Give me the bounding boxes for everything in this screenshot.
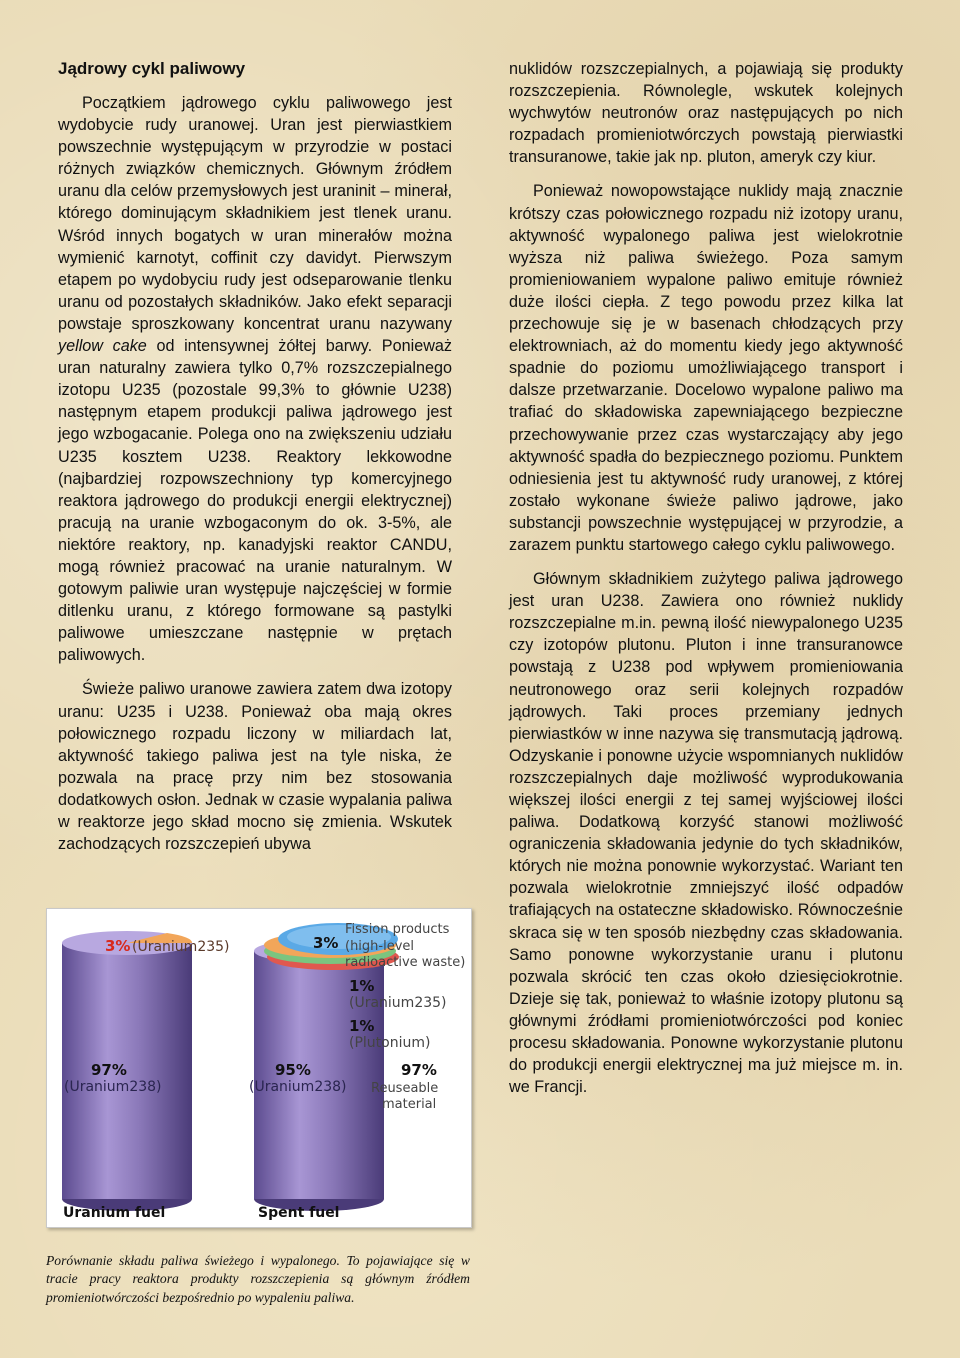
spent-fuel-label: Spent fuel <box>258 1205 340 1221</box>
fresh-cylinder-body <box>62 943 192 1199</box>
plutonium-name: (Plutonium) <box>349 1035 431 1051</box>
spent-u238-name: (Uranium238) <box>249 1079 347 1095</box>
fp-line1: Fission products <box>345 922 450 937</box>
u235-remaining-name: (Uranium235) <box>349 995 447 1011</box>
u235-remaining-pct: 1% <box>349 977 375 995</box>
fresh-u238-pct: 97% <box>91 1061 127 1079</box>
left-column <box>58 58 452 867</box>
uranium-fuel-label: Uranium fuel <box>63 1205 166 1221</box>
plutonium-pct: 1% <box>349 1017 375 1035</box>
spent-u238-pct: 95% <box>275 1061 311 1079</box>
fresh-u235-pct: 3% <box>105 937 131 955</box>
paragraph-continuation: nuklidów rozszczepialnych, a pojawiają się produkty rozszczepienia. Równolegle, wskutek kolejnych wychwytów neutronów oraz następujących po nich rozpadach promieniotwórczych powstają pierwiastki transuranowe, takie jak np. pluton, ameryk czy kiur. <box>509 60 903 167</box>
fresh-u238-name: (Uranium238) <box>64 1079 162 1095</box>
yellow-cake-term: yellow cake <box>58 337 147 356</box>
fuel-composition-diagram <box>47 909 471 1227</box>
fp-pct: 3% <box>313 934 339 952</box>
fuel-composition-figure <box>46 908 472 1228</box>
section-heading: Jądrowy cykl paliwowy <box>58 59 246 78</box>
paragraph-reprocessing: Głównym składnikiem zużytego paliwa jądrowego jest uran U238. Zawiera ono również nuklidy rozszczepialne m.in. pewną ilość niewypalonego U235 czy izotopów plutonu. Pluton i inne transuranowce powstają z U238 pod wpływem promieniowania neutronowego oraz serii kolejnych rozpadów jądrowych. Taki proces przemiany jednych pierwiastków w inne nazywa się transmutacją jądrową. Odzyskanie i ponowne użycie wspomnianych nuklidów rozszczepialnych daje możliwość wyprodukowania większej ilości energii z tej samej wyjściowej ilości paliwa. Dodatkową korzyść stanowi możliwość ograniczenia składowania jedynie do tych składników, których nie można ponownie wykorzystać. Wariant ten pozwala wielokrotnie zmniejszyć ilość odpadów trafiających na ostateczne składowisko. Równocześnie skraca się w ten sposób niezbędny czas składowania. Samo ponowne wykorzystanie uranu i plutonu pozwala skrócić ten czas około dziesięciokrotnie. Dzieje się tak, ponieważ to właśnie izotopy plutonu są głównymi źródłami promieniotwórczości pod koniec procesu składowania. Ponowne wykorzystanie plutonu do produkcji energii elektrycznej ma już miejsce m. in. we Francji. <box>509 570 903 1097</box>
paragraph-text: Początkiem jądrowego cyklu paliwowego jest wydobycie rudy uranowej. Uran jest pierwiastkiem powszechnie występującym w przyrodzie w postaci różnych związków chemicznych. Głównym źródłem uranu dla celów przemysłowych jest uraninit – minerał, którego dominującym składnikiem jest tlenek uranu. Wśród innych bogatych w uran minerałów można wymienić karnotyt, coffinit czy davidyt. Pierwszym etapem po wydobyciu rudy jest odseparowanie tlenku uranu od pozostałych składników. Jako efekt separacji powstaje sproszkowany koncentrat uranu nazywany <box>58 94 452 333</box>
reuse-pct: 97% <box>401 1061 437 1079</box>
paragraph-spent-fuel-activity: Ponieważ nowopowstające nuklidy mają znacznie krótszy czas połowicznego rozpadu niż izotopy uranu, aktywność wypalonego paliwa jest wielokrotnie wyższa niż paliwa świeżego. Poza samym promieniowaniem wypalone paliwo emituje również duże ilości ciepła. Z tego powodu przez kilka lat przechowuje się je w basenach chłodzących przy elektrowniach, aż do momentu kiedy jego aktywność spadnie do poziomu umożliwiającego transport i dalsze przetwarzanie. Docelowo wypalone paliwo ma trafiać do składowiska zapewniającego bezpieczne przechowywanie przez czas wystarczający aby jego aktywność spadła do bezpiecznego poziomu. Punktem odniesienia jest tu aktywność rudy uranowej, z której zostało wykonane świeże paliwo jądrowe, jako substancji powszechnie występującej w przyrodzie, a zarazem punktu startowego całego cyklu paliwowego. <box>509 182 903 554</box>
fp-line2: (high-level <box>345 939 415 954</box>
reuse-line2: material <box>382 1097 437 1112</box>
right-column <box>509 58 903 1110</box>
reuse-line1: Reuseable <box>371 1081 439 1096</box>
figure-caption: Porównanie składu paliwa świeżego i wypalonego. To pojawiające się w tracie pracy reaktora produkty rozszczepienia są głównym źródłem promieniotwórczości bezpośrednio po wypaleniu paliwa. <box>46 1252 470 1305</box>
paragraph-fresh-fuel: Świeże paliwo uranowe zawiera zatem dwa izotopy uranu: U235 i U238. Ponieważ oba mają okres połowicznego rozpadu liczony w miliardach lat, aktywność takiego paliwa jest na tyle niska, że pozwala na pracę przy nim bez stosowania dodatkowych osłon. Jednak w czasie wypalania paliwa w reaktorze jego skład mocno się zmienia. Wskutek zachodzących rozszczepień ubywa <box>58 680 452 854</box>
paragraph-text: od intensywnej żółtej barwy. Ponieważ uran naturalny zawiera tylko 0,7% rozszczepialnego izotopu U235 (pozostale 99,3% to głównie U238) następnym etapem produkcji paliwa jądrowego jest jego wzbogacanie. Polega ono na zwiększeniu udziału U235 kosztem U238. Reaktory lekkowodne (najbardziej rozpowszechniony typ komercyjnego reaktora jądrowego do produkcji energii elektrycznej) pracują na uranie wzbogaconym do ok. 3-5%, ale niektóre reaktory, np. kanadyjski reaktor CANDU, mogą również pracować na uranie naturalnym. W gotowym paliwie uran występuje najczęściej w formie ditlenku uranu, z którego formowane są pastylki paliwowe umieszczane następnie w prętach paliwowych. <box>58 337 452 665</box>
paragraph-fuel-production <box>58 92 452 666</box>
fresh-u235-name: (Uranium235) <box>132 939 230 955</box>
fp-line3: radioactive waste) <box>345 955 466 970</box>
